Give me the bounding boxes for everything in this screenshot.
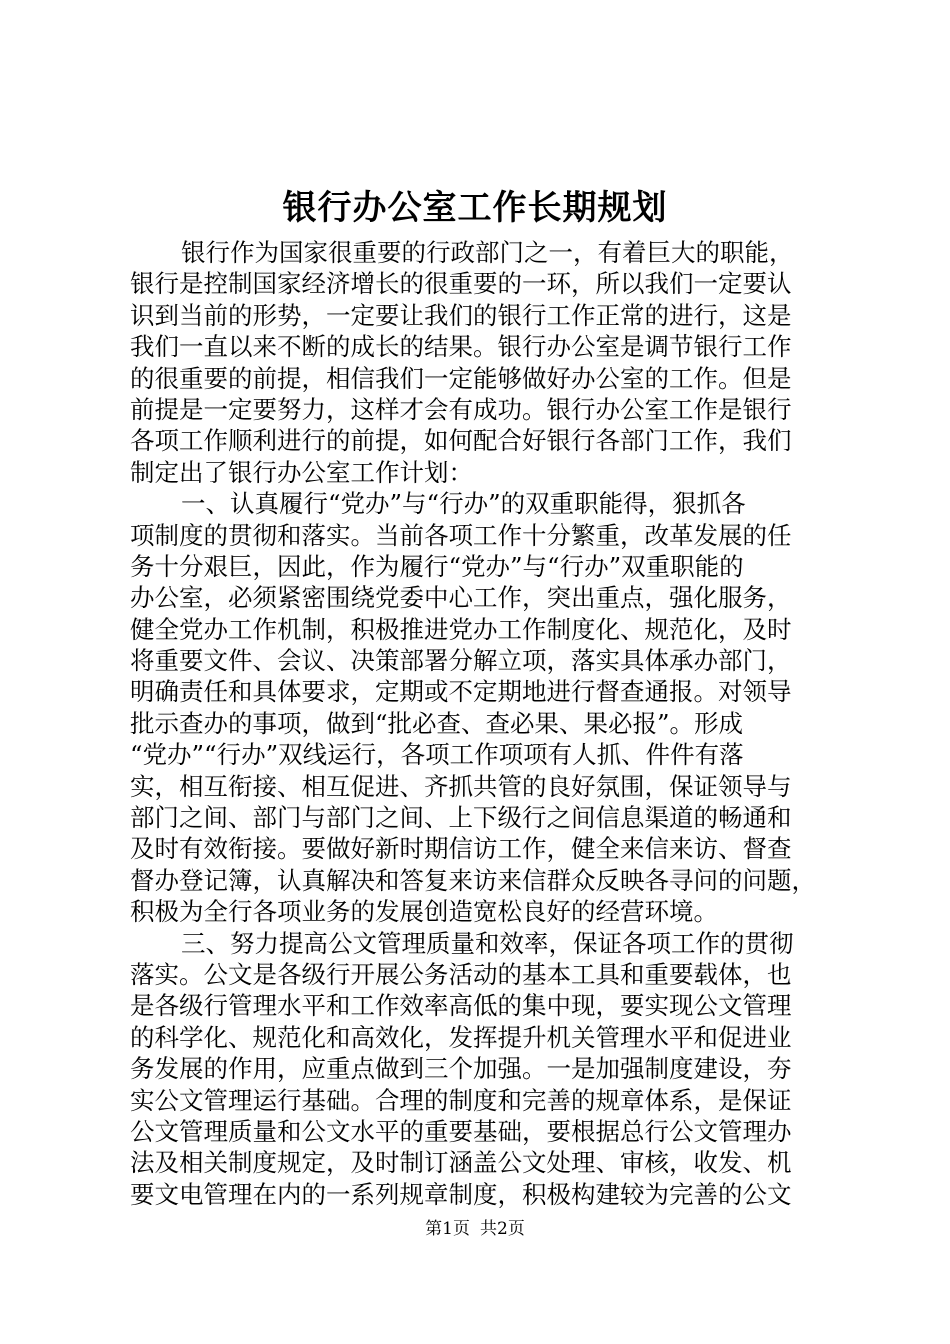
text-line: 部门之间、部门与部门之间、上下级行之间信息渠道的畅通和: [130, 803, 792, 833]
text-line: 实公文管理运行基础。合理的制度和完善的规章体系，是保证: [130, 1085, 792, 1115]
text-line: 实，相互衔接、相互促进、齐抓共管的良好氛围，保证领导与: [130, 771, 792, 801]
text-line: 明确责任和具体要求，定期或不定期地进行督查通报。对领导: [130, 677, 792, 707]
text-line: 要文电管理在内的一系列规章制度，积极构建较为完善的公文: [130, 1179, 792, 1209]
text-line: 落实。公文是各级行开展公务活动的基本工具和重要载体，也: [130, 959, 792, 989]
text-line: 一、认真履行“党办”与“行办”的双重职能得，狠抓各: [181, 489, 746, 519]
text-line: 及时有效衔接。要做好新时期信访工作，健全来信来访、督查: [130, 834, 792, 864]
text-line: 督办登记簿，认真解决和答复来访来信群众反映各寻问的问题，: [130, 865, 816, 895]
page-number: 第1页: [425, 1219, 470, 1239]
text-line: 务发展的作用，应重点做到三个加强。一是加强制度建设，夯: [130, 1054, 792, 1084]
text-line: 项制度的贯彻和落实。当前各项工作十分繁重，改革发展的任: [130, 520, 792, 550]
text-line: 法及相关制度规定，及时制订涵盖公文处理、审核，收发、机: [130, 1148, 792, 1178]
document-body: [130, 237, 842, 1210]
text-line: 各项工作顺利进行的前提，如何配合好银行各部门工作，我们: [130, 426, 792, 456]
text-line: 公文管理质量和公文水平的重要基础，要根据总行公文管理办: [130, 1116, 792, 1146]
text-line: 制定出了银行办公室工作计划：: [130, 457, 473, 487]
text-line: 积极为全行各项业务的发展创造宽松良好的经营环境。: [130, 897, 718, 927]
text-line: 银行是控制国家经济增长的很重要的一环，所以我们一定要认: [130, 269, 792, 299]
text-line: 是各级行管理水平和工作效率高低的集中现，要实现公文管理: [130, 991, 792, 1021]
text-line: “党办”“行办”双线运行，各项工作项项有人抓、件件有落: [130, 740, 744, 770]
text-line: 将重要文件、会议、决策部署分解立项，落实具体承办部门，: [130, 646, 792, 676]
text-line: 办公室，必须紧密围绕党委中心工作，突出重点，强化服务，: [130, 583, 792, 613]
text-line: 我们一直以来不断的成长的结果。银行办公室是调节银行工作: [130, 332, 792, 362]
text-line: 银行作为国家很重要的行政部门之一，有着巨大的职能，: [181, 238, 794, 267]
text-line: 前提是一定要努力，这样才会有成功。银行办公室工作是银行: [130, 394, 792, 424]
text-line: 批示查办的事项，做到“批必查、查必果、果必报”。形成: [130, 708, 744, 738]
text-line: 务十分艰巨，因此，作为履行“党办”与“行办”双重职能的: [130, 551, 744, 581]
text-line: 三、努力提高公文管理质量和效率，保证各项工作的贯彻: [181, 928, 794, 958]
document-title: 银行办公室工作长期规划: [282, 188, 668, 228]
text-line: 的很重要的前提，相信我们一定能够做好办公室的工作。但是: [130, 363, 792, 393]
text-line: 识到当前的形势，一定要让我们的银行工作正常的进行，这是: [130, 300, 792, 330]
page-total: 共2页: [480, 1219, 525, 1239]
page-footer: [0, 1217, 950, 1241]
text-line: 的科学化、规范化和高效化，发挥提升机关管理水平和促进业: [130, 1022, 792, 1052]
text-line: 健全党办工作机制，积极推进党办工作制度化、规范化，及时: [130, 614, 792, 644]
